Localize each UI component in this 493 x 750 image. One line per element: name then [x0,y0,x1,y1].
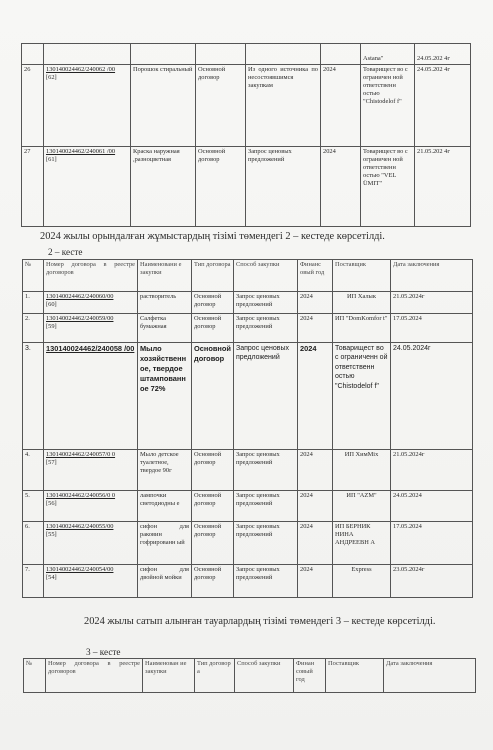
cell-supplier: ИП Халык [333,292,391,314]
table-row [22,147,471,227]
table-row [23,522,473,565]
table-1-top-row [22,44,471,65]
cell-contract-type: Основной договор [192,565,234,598]
table-row [23,450,473,491]
col-header-purchase-name: Наименован ие закупки [143,659,195,693]
cell-method: Из одного источника по несостоявшимся закупкам [246,65,321,147]
contract-link[interactable]: 130140024462/240056/0 0 [46,492,116,499]
contract-link[interactable]: 130140024462/240055/00 [46,523,114,530]
cell-purchase-name: Краска наружная ,разноцветная [131,147,196,227]
contract-link[interactable]: 130140024462/240060/00 [46,293,114,300]
cell-year: 2024 [298,314,333,343]
col-header-method: Способ закупки [235,659,294,693]
contract-ref: [54] [46,574,57,581]
cell-method: Запрос ценовых предложений [234,292,298,314]
table-2 [22,259,473,598]
cell-purchase-name: растворитель [138,292,192,314]
cell-contract-number [44,314,138,343]
cell-year: 2024 [298,522,333,565]
cell-purchase-name: Порошок стиральный [131,65,196,147]
cell-no: 5. [23,491,44,522]
cell-no: 2. [23,314,44,343]
cell-supplier: Товарищест во с ограничен ной ответственн остью "Chistodelof f" [361,65,415,147]
cell-contract-number [44,147,131,227]
cell-date: 24.05.2024г [391,343,473,450]
cell-method: Запрос ценовых предложений [234,450,298,491]
cell-no: 26 [22,65,44,147]
cell-method: Запрос ценовых предложений [234,491,298,522]
cell-supplier: ИП ХимMix [333,450,391,491]
cell-contract-type: Основной договор [192,491,234,522]
cell-year: 2024 [298,450,333,491]
table-row [23,314,473,343]
cell-contract-number [44,565,138,598]
table-row [22,65,471,147]
cell-method: Запрос ценовых предложений [234,343,298,450]
col-header-method: Способ закупки [234,260,298,292]
cell-contract-number [44,450,138,491]
contract-ref: [62] [46,74,57,81]
cell-contract-type: Основной договор [192,314,234,343]
contract-link[interactable]: 130140024462/240062 /00 [46,66,116,73]
contract-link[interactable]: 130140024462/240054/00 [46,566,114,573]
cell-no: 3. [23,343,44,450]
cell-method: Запрос ценовых предложений [234,565,298,598]
section-2-intro: 2024 жылы орындалған жұмыстардың тізімі төмендегі 2 – кестеде көрсетілді. [40,231,385,242]
cell-contract-number [44,522,138,565]
contract-ref: [59] [46,323,57,330]
cell-method: Запрос ценовых предложений [234,522,298,565]
cell-no: 4. [23,450,44,491]
contract-ref: [61] [46,156,57,163]
cell-contract-type: Основной договор [192,450,234,491]
col-header-year: Финанс овый год [298,260,333,292]
cell-year: 2024 [298,343,333,450]
cell-supplier: Товарищест во с ограниченн ой ответственн остью "Chistodelof f" [333,343,391,450]
cell-year: 2024 [298,491,333,522]
contract-ref: [55] [46,531,57,538]
cell-date: 21.05.2024г [391,450,473,491]
cell-contract-number [44,491,138,522]
cell-supplier: ИП БЕРНИК НИНА АНДРЕЕВН А [333,522,391,565]
table-row [23,292,473,314]
table-3-header-row [24,659,476,693]
contract-ref: [57] [46,459,57,466]
cell-year: 2024 [298,565,333,598]
col-header-no: № [24,659,46,693]
cell-date: 21.05.202 4г [415,147,471,227]
table-row [23,491,473,522]
cell-contract-type: Основной договор [196,65,246,147]
cell-date: 24.05.2024 [391,491,473,522]
cell-purchase-name: лампочки светодиодны е [138,491,192,522]
cell-no: 27 [22,147,44,227]
section-3-intro: 2024 жылы сатып алынған тауарлардың тізімі төмендегі 3 – кестеде көрсетілді. [84,616,436,627]
cell-supplier: Товарищест во с ограничен ной ответственн остью "VEL ÜMIT" [361,147,415,227]
col-header-contract-number: Номер договора в реестре договоров [46,659,143,693]
cell-year: 2024 [321,65,361,147]
col-header-contract-type: Тип договор а [195,659,235,693]
col-header-no: № [23,260,44,292]
contract-ref: [56] [46,500,57,507]
cell-contract-type: Основной договор [192,292,234,314]
col-header-contract-number: Номер договора в реестре договоров [44,260,138,292]
cell-top-fragment: Astana" [361,44,415,65]
cell-purchase-name: сифон для раковин гофрированн ый [138,522,192,565]
section-3-caption: 3 – кесте [86,647,121,657]
col-header-supplier: Поставщик [333,260,391,292]
cell-contract-number [44,65,131,147]
cell-top-date: 24.05.202 4г [415,44,471,65]
cell-no: 6. [23,522,44,565]
cell-contract-number [44,292,138,314]
table-row [23,343,473,450]
col-header-contract-type: Тип договора [192,260,234,292]
cell-purchase-name: Мыло детское туалетное, твердое 90г [138,450,192,491]
cell-supplier: Express [333,565,391,598]
col-header-date: Дата заключения [391,260,473,292]
cell-no: 1. [23,292,44,314]
cell-year: 2024 [321,147,361,227]
cell-purchase-name: Мыло хозяйственн ое, твердое штампованн ое 72% [138,343,192,450]
col-header-date: Дата заключения [384,659,476,693]
col-header-supplier: Поставщик [326,659,384,693]
contract-link[interactable]: 130140024462/240061 /00 [46,148,116,155]
cell-date: 17.05.2024 [391,522,473,565]
cell-contract-number [44,343,138,450]
cell-purchase-name: сифон для двойной мойки [138,565,192,598]
cell-method: Запрос ценовых предложений [234,314,298,343]
table-3 [23,658,476,693]
contract-ref: [60] [46,301,57,308]
cell-purchase-name: Салфетка бумажная [138,314,192,343]
cell-year: 2024 [298,292,333,314]
table-1 [21,43,471,227]
cell-contract-type: Основной договор [192,522,234,565]
cell-date: 21.05.2024г [391,292,473,314]
cell-contract-type: Основной договор [196,147,246,227]
col-header-purchase-name: Наименовани е закупки [138,260,192,292]
contract-link[interactable]: 130140024462/240057/0 0 [46,451,116,458]
contract-link[interactable]: 130140024462/240058 /00 [46,344,135,353]
contract-link[interactable]: 130140024462/240059/00 [46,315,114,322]
col-header-year: Финан совый год [294,659,326,693]
cell-contract-type: Основной договор [192,343,234,450]
cell-date: 23.05.2024г [391,565,473,598]
table-2-header-row [23,260,473,292]
cell-no: 7. [23,565,44,598]
section-2-caption: 2 – кесте [48,247,83,257]
cell-supplier: ИП "AZM" [333,491,391,522]
table-row [23,565,473,598]
cell-method: Запрос ценовых предложений [246,147,321,227]
cell-date: 17.05.2024 [391,314,473,343]
cell-supplier: ИП "DomKomfor t" [333,314,391,343]
cell-date: 24.05.202 4г [415,65,471,147]
